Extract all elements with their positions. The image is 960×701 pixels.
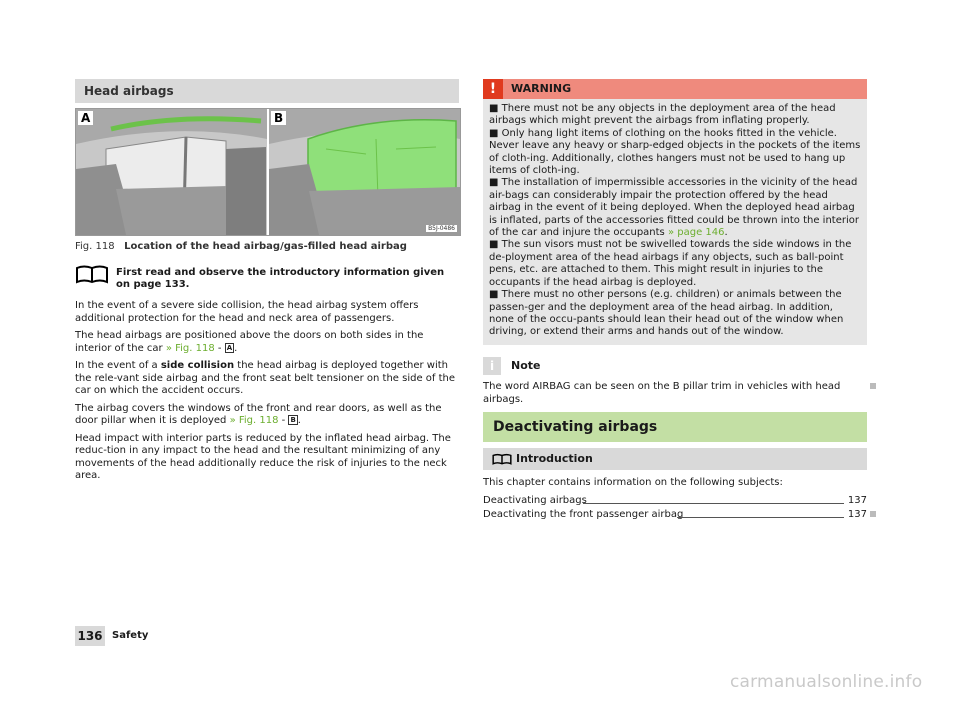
paragraph-2: The head airbags are positioned above the doors on both sides in the interior of the car » Fig. 118 - A . xyxy=(75,330,424,354)
warning-icon: ! xyxy=(483,79,503,99)
figure-118 xyxy=(75,108,461,236)
warning-item: ■ There must not be any objects in the deployment area of the head airbags which might prevent the airbags from inflating properly. xyxy=(489,103,836,127)
info-icon: i xyxy=(483,357,501,375)
fig-ref-link-b[interactable]: » Fig. 118 xyxy=(229,415,279,426)
chapter-title: Deactivating airbags xyxy=(493,419,658,435)
toc-item-page: 137 xyxy=(844,494,867,507)
figure-label-b: B xyxy=(271,111,286,125)
open-book-icon xyxy=(75,264,109,284)
note-title: Note xyxy=(511,359,541,372)
section-end-marker xyxy=(870,511,876,517)
warning-title: WARNING xyxy=(511,82,572,95)
note-text: The word AIRBAG can be seen on the B pillar trim in vehicles with head airbags. xyxy=(483,381,841,405)
paragraph-4: The airbag covers the windows of the front and rear doors, as well as the door pillar when it is deployed » Fig. 118 - B . xyxy=(75,402,442,426)
left-body xyxy=(75,300,459,488)
chapter-header xyxy=(483,412,867,442)
intro-header xyxy=(483,448,867,470)
paragraph-5: Head impact with interior parts is reduced by the inflated head airbag. The reduc-tion in any impact to the head and the resultant minimizing of any movements of the head additionally reduce the risk of injuries to the neck area. xyxy=(75,432,451,481)
warning-item: ■ There must no other persons (e.g. children) or animals between the passen-ger and the deployment area of the head airbag. In addition, none of the occu-pants should lean their head out of the window when driving, or extend their arms and hands out of the window. xyxy=(489,289,844,338)
toc-item-label: Deactivating airbags xyxy=(483,494,591,507)
figure-label-a: A xyxy=(78,111,93,125)
fig-ref-link-a[interactable]: » Fig. 118 xyxy=(165,342,215,354)
warning-header xyxy=(483,79,867,99)
toc-leader xyxy=(677,517,845,518)
car-interior-illustration xyxy=(76,109,460,235)
watermark: carmanualsonline.info xyxy=(730,672,923,692)
toc-list xyxy=(483,494,867,524)
toc-item[interactable] xyxy=(483,508,867,521)
intro-text: This chapter contains information on the following subjects: xyxy=(483,477,783,488)
page-number: 136 xyxy=(77,629,103,643)
note-text-row xyxy=(483,381,873,406)
warning-item: ■ Only hang light items of clothing on the hooks fitted in the vehicle. Never leave any heavy or sharp-edged objects in the pockets of the items of cloth-ing. Additionally, clothes hangers must not be used to hang up items of cloth-ing. xyxy=(489,127,861,177)
read-first-row xyxy=(75,264,459,290)
warning-item: ■ The installation of impermissible accessories in the vicinity of the head air-bags can considerably impair the protection offered by the head airbag in the event of it being deployed. When the deployed head airbag is inflated, parts of the accessories fitted could be thrown into the interior of the car and injure the occupants » page 146. xyxy=(489,177,859,239)
toc-item-label: Deactivating the front passenger airbag xyxy=(483,508,687,521)
figure-caption xyxy=(75,241,459,253)
chip-b: B xyxy=(290,416,296,424)
open-book-icon xyxy=(492,452,512,466)
toc-leader xyxy=(583,503,845,504)
figure-caption-text: Location of the head airbag/gas-filled head airbag xyxy=(124,241,407,252)
note-header xyxy=(483,357,867,375)
intro-title: Introduction xyxy=(516,452,593,465)
footer-section: Safety xyxy=(112,630,149,641)
warning-item: ■ The sun visors must not be swivelled towards the side windows in the de-ployment area of the head airbags if any objects, such as ball-point pens, etc. are attached to them. This might result in injuries to the occupants if the head airbag is deployed. xyxy=(489,239,852,288)
read-first-text: First read and observe the introductory information given on page 133. xyxy=(116,267,445,290)
chip-a: A xyxy=(226,343,233,352)
toc-item[interactable] xyxy=(483,494,867,507)
panel-a-rear-seat xyxy=(226,147,266,235)
paragraph-3: In the event of a side collision the head airbag is deployed together with the rele-vant side airbag and the front seat belt tensioner on the side of the car on which the accident occurs. xyxy=(75,360,456,396)
page-number-box xyxy=(75,626,105,646)
paragraph-1: In the event of a severe side collision, the head airbag system offers additional protection for the head and neck area of passengers. xyxy=(75,300,419,324)
warning-box xyxy=(483,79,867,345)
warning-body xyxy=(483,99,867,345)
figure-number: Fig. 118 xyxy=(75,241,115,252)
figure-code: B5J-0486 xyxy=(428,225,455,232)
toc-item-page: 137 xyxy=(844,508,867,521)
page-ref-link[interactable]: » page 146 xyxy=(667,227,725,239)
section-header xyxy=(75,79,459,103)
section-end-marker xyxy=(870,383,876,389)
section-title: Head airbags xyxy=(84,84,174,98)
